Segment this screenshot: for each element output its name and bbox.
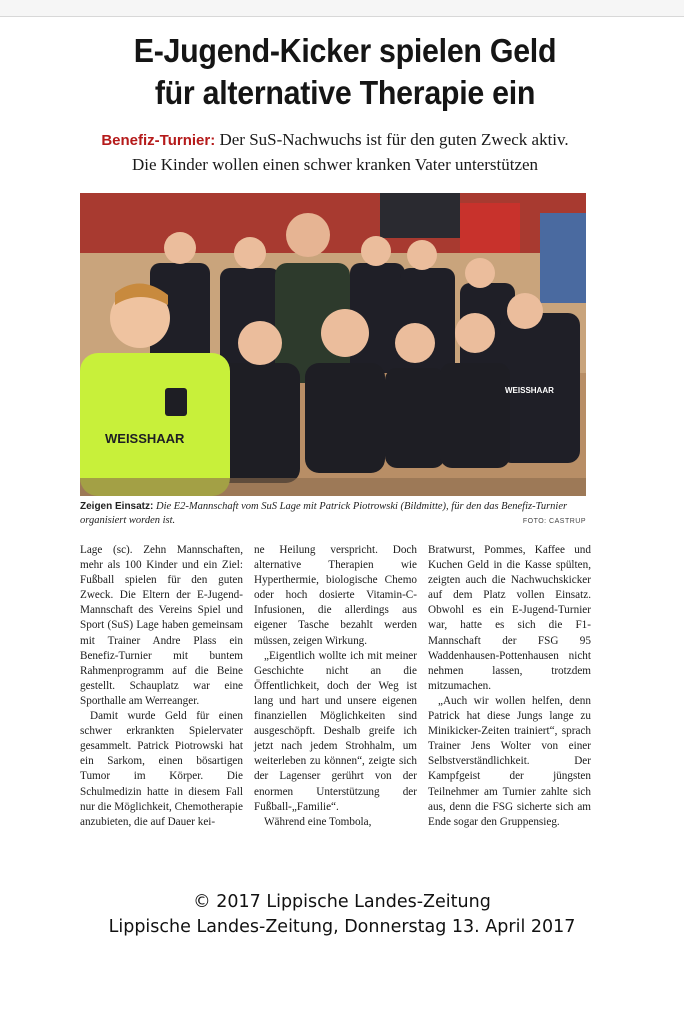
column-3-paragraph-2: „Auch wir wollen helfen, denn Patrick hat diese Jungs lange zu Minikicker-Zeiten trainiert“, sprach Trainer Jens Wolter von einer Selbstverständlichkeit. Der Kampfgeist der jüngsten Teilnehmer am Turnier zahlte sich aus, denn die FSG sicherte sich am Ende sogar den Gruppensieg.: [428, 694, 591, 828]
team-photo: [80, 193, 586, 496]
headline-line-1: E-Jugend-Kicker spielen Geld: [133, 32, 557, 69]
caption-text: Die E2-Mannschaft vom SuS Lage mit Patrick Piotrowski (Bildmitte), für den das Benefiz-Turnier organisiert worden ist.: [80, 501, 568, 526]
photo-credit: FOTO: CASTRUP: [522, 518, 586, 525]
team-photo-illustration: [80, 193, 586, 496]
caption-lead: Zeigen Einsatz:: [80, 501, 154, 512]
column-1-paragraph-2: Damit wurde Geld für einen schwer erkrankten Spielervater gesammelt. Patrick Piotrowski hat ein Sarkom, einen bösartigen Tumor im Körper. Die Schulmedizin hatte in diesem Fall nur die Möglichkeit, Chemotherapie anzubieten, die auf Dauer kei-: [80, 710, 243, 828]
article-column-3: [428, 543, 591, 830]
headline-line-2: für alternative Therapie ein: [154, 74, 536, 111]
copyright-line: © 2017 Lippische Landes-Zeitung: [193, 892, 491, 912]
column-2-paragraph-2: „Eigentlich wollte ich mit meiner Geschichte nicht an die Öffentlichkeit, doch der Weg ist lang und hart und unsere eigenen finanziellen Möglichkeiten sind ausgeschöpft. Deshalb greife ich jetzt nach jedem Strohhalm, um weiterleben zu können“, zeigte sich der Lagenser gerührt von der enormen Unterstützung der Fußball-„Familie“.: [254, 649, 417, 813]
player-jersey-sponsor: WEISSHAAR: [505, 386, 554, 395]
column-2-paragraph-3: Während eine Tombola,: [264, 815, 372, 828]
article-headline: [101, 30, 589, 114]
keeper-jersey-sponsor: WEISSHAAR: [105, 431, 185, 446]
photo-caption: [80, 500, 586, 528]
kicker-label: Benefiz-Turnier:: [101, 132, 216, 149]
column-2-paragraph-1: ne Heilung verspricht. Doch alternative Therapien wie Hyperthermie, biologische Chemo oder hoch dosierte Vitamin-C-Infusionen, die allerdings aus eigener Tasche bezahlt werden müssen, zeigen Wirkung.: [254, 544, 417, 647]
subline-text-1: Der SuS-Nachwuchs ist für den guten Zweck aktiv.: [219, 130, 569, 149]
article-subline: [80, 128, 590, 177]
subline-text-2: Die Kinder wollen einen schwer kranken Vater unterstützen: [131, 155, 539, 174]
browser-top-bar: [0, 0, 684, 17]
article-column-2: [254, 543, 417, 830]
article-column-1: [80, 543, 243, 830]
column-3-paragraph-1: Bratwurst, Pommes, Kaffee und Kuchen Geld in die Kasse spülten, zeigten auch die Nachwuchskicker auf dem Platz vollen Einsatz. Obwohl es ein E-Jugend-Turnier war, hatte es sich die F1-Mannschaft der FSG 95 Waddenhausen-Pottenhausen nicht nehmen lassen, trotzdem mitzumachen.: [428, 544, 591, 692]
column-1-paragraph-1: Lage (sc). Zehn Mannschaften, mehr als 100 Kinder und ein Ziel: Fußball spielen für den guten Zweck. Die Eltern der E-Jugend-Mannschaft des Vereins Spiel und Sport (SuS) Lage haben gemeinsam mit Trainer Andre Plass ein Benefiz-Turnier mit buntem Rahmenprogramm auf die Beine gestellt. Schauplatz war eine Sporthalle am Werreanger.: [80, 544, 243, 707]
edition-line: Lippische Landes-Zeitung, Donnerstag 13. April 2017: [108, 917, 576, 937]
